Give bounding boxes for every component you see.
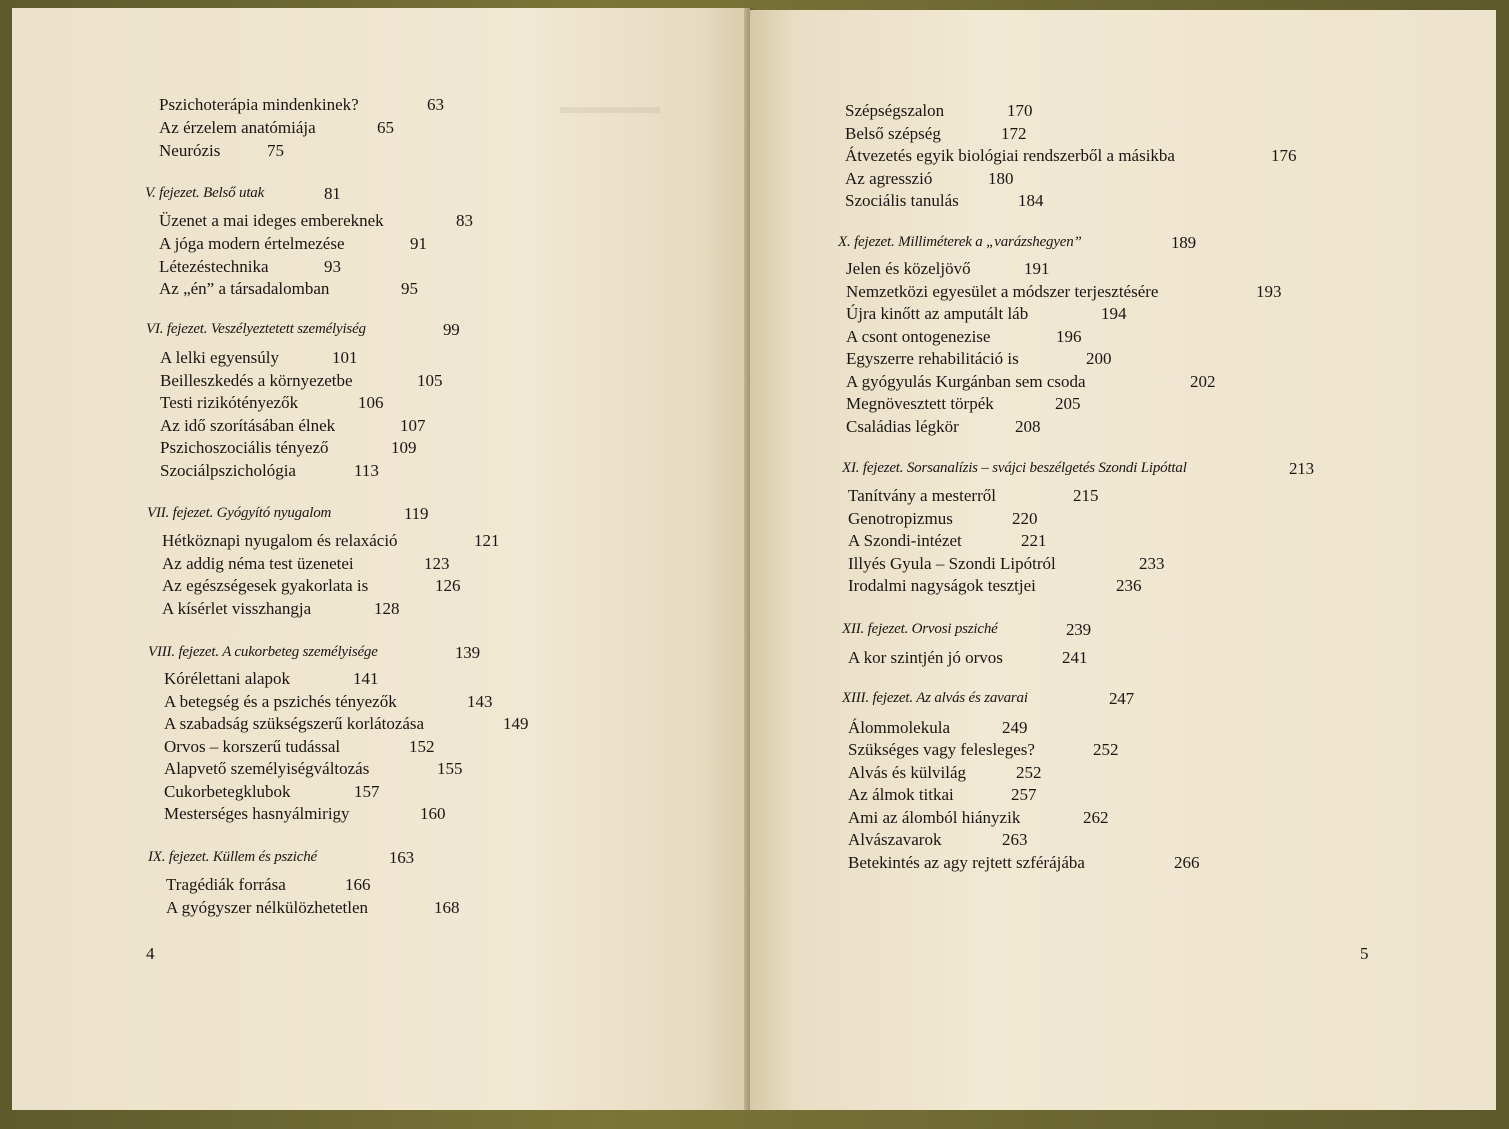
toc-entry: Szociális tanulás 184 [845, 191, 1044, 210]
toc-entry: Megnövesztett törpék 205 [846, 394, 1081, 413]
toc-entry: A Szondi-intézet 221 [848, 531, 1047, 550]
toc-entry: Családias légkör 208 [846, 417, 1041, 436]
toc-entry: Szociálpszichológia 113 [160, 461, 379, 480]
toc-entry: Újra kinőtt az amputált láb 194 [846, 304, 1127, 323]
chapter-heading: VI. fejezet. Veszélyeztetett személyiség 99 [146, 320, 460, 339]
toc-entry: Mesterséges hasnyálmirigy 160 [164, 804, 446, 823]
toc-entry: Beilleszkedés a környezetbe 105 [160, 371, 443, 390]
chapter-heading: V. fejezet. Belső utak 81 [145, 184, 341, 203]
toc-entry: A jóga modern értelmezése 91 [159, 234, 427, 253]
page-number: 5 [1360, 944, 1369, 963]
toc-entry: Pszichoszociális tényező 109 [160, 438, 417, 457]
toc-entry: Az érzelem anatómiája 65 [159, 118, 394, 137]
toc-entry: A betegség és a pszichés tényezők 143 [164, 692, 493, 711]
toc-entry: A lelki egyensúly 101 [160, 348, 358, 367]
toc-entry: Betekintés az agy rejtett szférájába 266 [848, 853, 1200, 872]
left-page [12, 8, 750, 1110]
toc-entry: Pszichoterápia mindenkinek? 63 [159, 95, 444, 114]
toc-entry: Az idő szorításában élnek 107 [160, 416, 426, 435]
chapter-heading: XIII. fejezet. Az alvás és zavarai 247 [842, 689, 1134, 708]
toc-entry: Kórélettani alapok 141 [164, 669, 379, 688]
chapter-heading: XII. fejezet. Orvosi psziché 239 [842, 620, 1091, 639]
toc-entry: Neurózis 75 [159, 141, 284, 160]
page-number: 4 [146, 944, 155, 963]
toc-entry: Szükséges vagy felesleges? 252 [848, 740, 1119, 759]
toc-entry: A kor szintjén jó orvos 241 [848, 648, 1088, 667]
toc-entry: Az „én” a társadalomban 95 [159, 279, 418, 298]
chapter-heading: VIII. fejezet. A cukorbeteg személyisége 139 [148, 643, 480, 662]
chapter-heading: XI. fejezet. Sorsanalízis – svájci beszélgetés Szondi Lipóttal 213 [842, 459, 1314, 478]
toc-entry: Ami az álomból hiányzik 262 [848, 808, 1109, 827]
show-through-text: ▬▬▬▬▬ [560, 96, 660, 118]
toc-entry: Nemzetközi egyesület a módszer terjesztésére 193 [846, 282, 1282, 301]
toc-entry: Az agresszió 180 [845, 169, 1014, 188]
toc-entry: Az egészségesek gyakorlata is 126 [162, 576, 461, 595]
toc-entry: Testi rizikótényezők 106 [160, 393, 384, 412]
toc-entry: Az addig néma test üzenetei 123 [162, 554, 450, 573]
toc-entry: Jelen és közeljövő 191 [846, 259, 1050, 278]
toc-entry: Átvezetés egyik biológiai rendszerből a másikba 176 [845, 146, 1297, 165]
toc-entry: A szabadság szükségszerű korlátozása 149 [164, 714, 529, 733]
chapter-heading: VII. fejezet. Gyógyító nyugalom 119 [147, 504, 429, 523]
toc-entry: Tanítvány a mesterről 215 [848, 486, 1099, 505]
toc-entry: Szépségszalon 170 [845, 101, 1033, 120]
toc-entry: Hétköznapi nyugalom és relaxáció 121 [162, 531, 500, 550]
toc-entry: Álommolekula 249 [848, 718, 1028, 737]
toc-entry: Az álmok titkai 257 [848, 785, 1037, 804]
toc-entry: Létezéstechnika 93 [159, 257, 341, 276]
toc-entry: Genotropizmus 220 [848, 509, 1038, 528]
toc-entry: A gyógyszer nélkülözhetetlen 168 [166, 898, 460, 917]
right-page [750, 10, 1496, 1110]
toc-entry: Cukorbetegklubok 157 [164, 782, 380, 801]
chapter-heading: X. fejezet. Milliméterek a „varázshegyen” 189 [838, 233, 1196, 252]
toc-entry: Irodalmi nagyságok tesztjei 236 [848, 576, 1142, 595]
toc-entry: A gyógyulás Kurgánban sem csoda 202 [846, 372, 1216, 391]
chapter-heading: IX. fejezet. Küllem és psziché 163 [148, 848, 414, 867]
toc-entry: Illyés Gyula – Szondi Lipótról 233 [848, 554, 1165, 573]
toc-entry: A kísérlet visszhangja 128 [162, 599, 400, 618]
toc-entry: Alvás és külvilág 252 [848, 763, 1042, 782]
toc-entry: Egyszerre rehabilitáció is 200 [846, 349, 1112, 368]
toc-entry: Tragédiák forrása 166 [166, 875, 371, 894]
toc-entry: A csont ontogenezise 196 [846, 327, 1082, 346]
toc-entry: Üzenet a mai ideges embereknek 83 [159, 211, 473, 230]
toc-entry: Alapvető személyiségváltozás 155 [164, 759, 463, 778]
toc-entry: Alvászavarok 263 [848, 830, 1028, 849]
toc-entry: Belső szépség 172 [845, 124, 1027, 143]
toc-entry: Orvos – korszerű tudással 152 [164, 737, 435, 756]
